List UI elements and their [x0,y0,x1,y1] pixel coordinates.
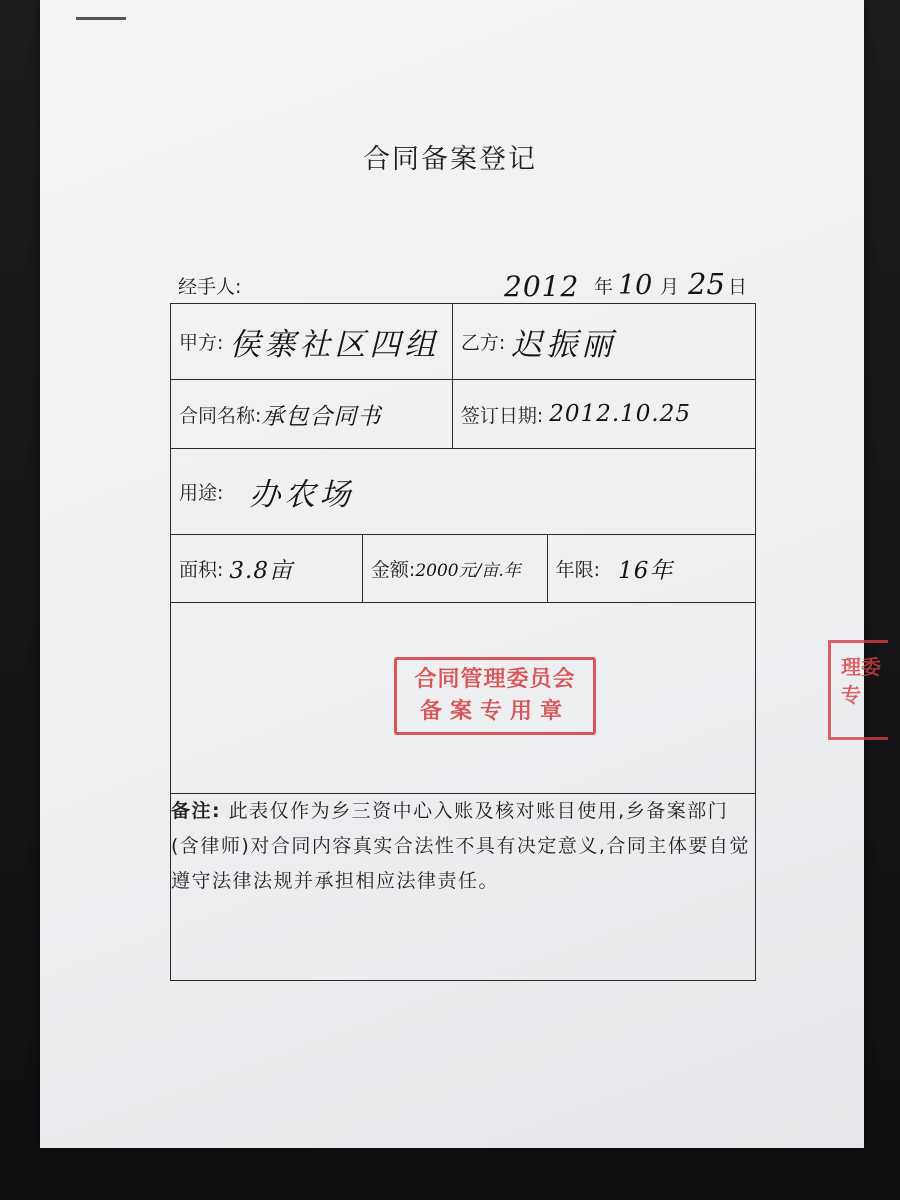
party-a-value: 侯寨社区四组 [229,327,440,363]
note-text: 此表仅作为乡三资中心入账及核对账目使用,乡备案部门(含律师)对合同内容真实合法性不具有决定意义,合同主体要自觉遵守法律法规并承担相应法律责任。 [171,800,750,892]
amount-label: 金额: [370,559,416,581]
contract-management-seal [394,657,596,735]
purpose-value: 办农场 [249,477,355,513]
party-a-label: 甲方: [179,332,224,354]
registration-form-table [170,303,756,981]
area-cell [171,535,363,603]
party-b-label: 乙方: [460,332,506,354]
date-day: 25 [688,267,725,301]
note-cell [171,794,756,981]
document-title: 合同备案登记 [363,144,537,175]
sign-date-label: 签订日期: [460,404,544,427]
date-year: 2012 [504,270,580,303]
term-value: 16年 [618,558,674,584]
term-label: 年限: [555,559,601,581]
contract-name-value: 承包合同书 [261,403,382,430]
area-value: 3.8亩 [229,558,293,584]
handler-label: 经手人: [178,276,242,298]
note-label: 备注: [171,800,222,822]
date-day-unit: 日 [728,276,748,298]
partial-seal-edge [828,640,888,740]
party-a-cell [171,304,453,380]
contract-name-label: 合同名称: [179,404,262,427]
note-row [171,794,756,981]
date-year-unit: 年 [594,276,614,298]
area-label: 面积: [179,559,224,581]
purpose-row [171,449,756,535]
area-amount-term-row [171,535,756,603]
sign-date-value: 2012.10.25 [549,401,691,427]
sign-date-cell [452,380,755,449]
date-month-unit: 月 [660,276,680,298]
contract-row [171,380,756,449]
date-month: 10 [618,270,653,301]
amount-value: 2000元/亩.年 [415,561,521,581]
party-b-value: 迟振丽 [511,327,617,363]
seal-line-1: 合同管理委员会 [414,667,576,692]
amount-cell [362,535,547,603]
purpose-label: 用途: [179,482,224,504]
seal-line-2: 备案专用章 [419,699,570,724]
parties-row [171,304,756,380]
contract-name-cell [171,380,453,449]
partial-seal-line-1: 理委 [841,655,881,679]
purpose-cell [171,449,756,535]
party-b-cell [452,304,755,380]
term-cell [547,535,755,603]
partial-seal-line-2: 专 [841,683,861,707]
registration-date [500,262,760,302]
paper-mark [76,17,126,20]
